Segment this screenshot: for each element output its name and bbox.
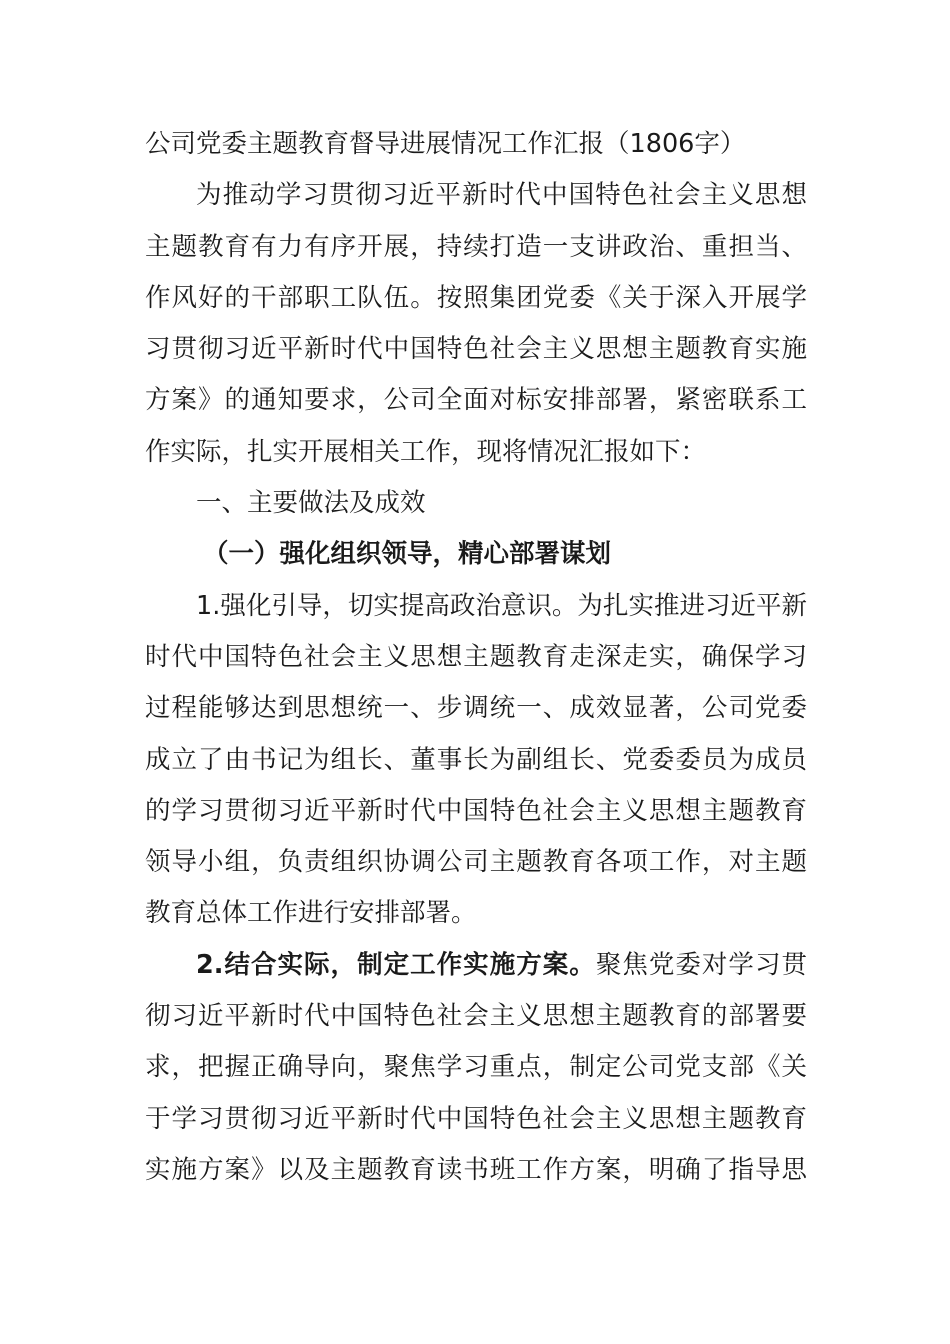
- item1-line-7: 教育总体工作进行安排部署。: [145, 898, 477, 929]
- item2-line-2: 彻习近平新时代中国特色社会主义思想主题教育的部署要: [145, 1001, 807, 1032]
- item2-line-5: 实施方案》以及主题教育读书班工作方案，明确了指导思: [145, 1154, 807, 1185]
- item2-line-1: [145, 940, 807, 991]
- item2-bold-heading: 2.结合实际，制定工作实施方案。: [196, 949, 596, 980]
- item1-line-3: 过程能够达到思想统一、步调统一、成效显著，公司党委: [145, 693, 807, 724]
- intro-line-2: 主题教育有力有序开展，持续打造一支讲政治、重担当、: [145, 231, 807, 262]
- item1-line-1: 1.强化引导，切实提高政治意识。为扎实推进习近平新: [196, 590, 807, 621]
- item1-line-4: 成立了由书记为组长、董事长为副组长、党委委员为成员: [145, 744, 807, 775]
- item2-first-rest: 聚焦党委对学习贯: [595, 949, 807, 980]
- intro-line-4: 习贯彻习近平新时代中国特色社会主义思想主题教育实施: [145, 334, 807, 365]
- intro-line-1: 为推动学习贯彻习近平新时代中国特色社会主义思想: [196, 180, 807, 211]
- subsection-heading: （一）强化组织领导，精心部署谋划: [203, 539, 612, 570]
- section-heading: 一、主要做法及成效: [196, 488, 426, 519]
- item2-line-3: 求，把握正确导向，聚焦学习重点，制定公司党支部《关: [145, 1052, 807, 1083]
- item1-line-6: 领导小组，负责组织协调公司主题教育各项工作，对主题: [145, 847, 807, 878]
- document-title: 公司党委主题教育督导进展情况工作汇报（1806字）: [145, 129, 746, 159]
- intro-line-5: 方案》的通知要求，公司全面对标安排部署，紧密联系工: [145, 385, 807, 416]
- intro-line-6: 作实际，扎实开展相关工作，现将情况汇报如下：: [145, 436, 707, 467]
- item1-line-5: 的学习贯彻习近平新时代中国特色社会主义思想主题教育: [145, 795, 807, 826]
- document-page: [145, 119, 807, 1196]
- item1-line-2: 时代中国特色社会主义思想主题教育走深走实，确保学习: [145, 641, 807, 672]
- item2-line-4: 于学习贯彻习近平新时代中国特色社会主义思想主题教育: [145, 1103, 807, 1134]
- intro-line-3: 作风好的干部职工队伍。按照集团党委《关于深入开展学: [145, 282, 807, 313]
